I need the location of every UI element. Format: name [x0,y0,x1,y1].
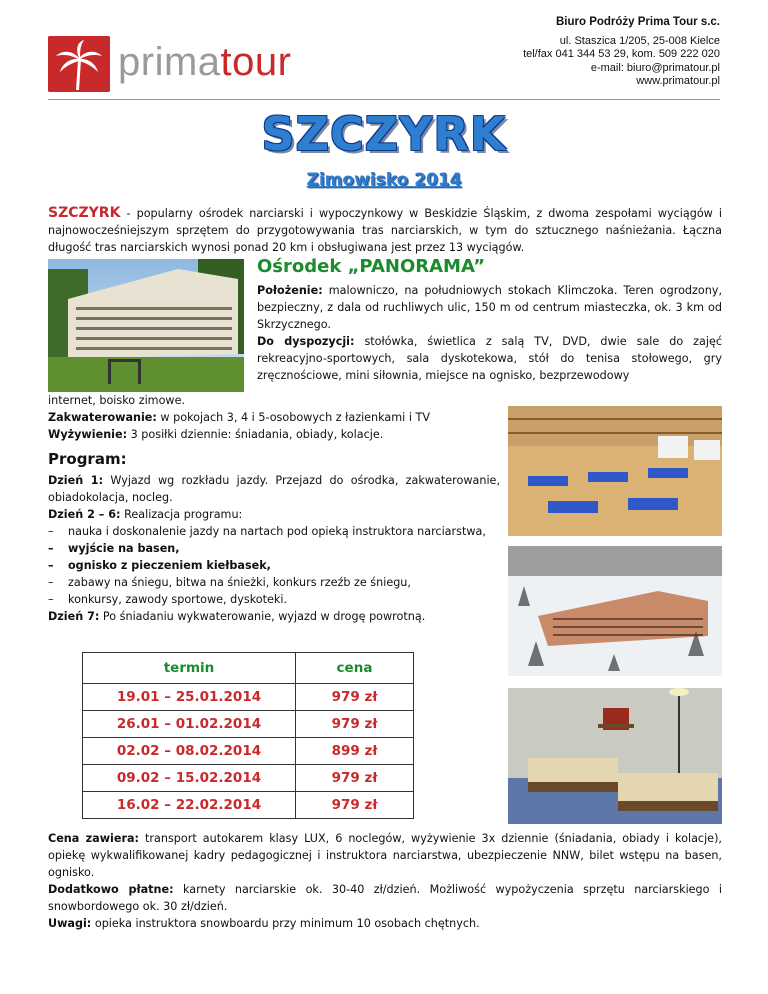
day7-text: Po śniadaniu wykwaterowanie, wyjazd w drogę powrotną. [99,610,426,623]
intro-lead: SZCZYRK [48,205,121,221]
program-bullet: – ognisko z pieczeniem kiełbasek, [48,557,500,574]
wyzywienie-label: Wyżywienie: [48,428,128,441]
day1-text: Wyjazd wg rozkładu jazdy. Przejazd do ośrodka, zakwaterowanie, obiadokolacja, nocleg. [48,474,500,504]
term-cell: 02.02 – 08.02.2014 [83,738,296,765]
company-name: Biuro Podróży Prima Tour s.c. [555,16,720,28]
palm-logo-icon [48,36,110,92]
day2-label: Dzień 2 – 6: [48,508,121,521]
phone-line: tel/fax 041 344 53 29, kom. 509 222 020 [523,48,720,60]
address-line: ul. Staszica 1/205, 25-008 Kielce [559,34,720,47]
table-row [83,792,414,819]
price-table [82,652,414,819]
day2-text: Realizacja programu: [120,508,243,521]
cena-zawiera-line [48,830,722,881]
program-bullet: – nauka i doskonalenie jazdy na nartach pod opieką instruktora narciarstwa, [48,523,500,540]
intro-text: - popularny ośrodek narciarski i wypoczynkowy w Beskidzie Śląskim, z dwoma zespołami wyciągów i najnowocześniejszym sprzętem do przygotowywania tras narciarskich, w tym do sztucznego naśnieżania. Łączna długość tras narciarskich wynosi ponad 20 km i obsługiwana jest przez 13 wyciągów. [48,207,722,254]
term-cell: 09.02 – 15.02.2014 [83,765,296,792]
logo-text-tour: tour [220,40,292,84]
polozenie-label: Położenie: [257,284,323,297]
day2-line [48,506,500,523]
dyspozycja-text: stołówka, świetlica z salą TV, DVD, dwie sale do zajęć rekreacyjno-sportowych, sala dyskotekowa, stół do tenisa stołowego, gry zręcznościowe, mini siłownia, miejsce na ognisko, bezprzewodowy [257,335,723,382]
day1-line [48,472,500,506]
dodatkowo-line [48,881,722,915]
cena-zawiera-label: Cena zawiera: [48,832,140,845]
footer-info [48,830,722,932]
price-cell: 899 zł [296,738,414,765]
page-subtitle: Zimowisko 2014 [306,170,462,190]
table-row [83,684,414,711]
page-title: SZCZYRK [261,107,507,161]
zakwaterowanie-text: w pokojach 3, 4 i 5-osobowych z łazienkami i TV [156,411,431,424]
intro-paragraph [48,205,722,256]
dodatkowo-text: karnety narciarskie ok. 30-40 zł/dzień. Możliwość wypożyczenia sprzętu narciarskiego i snowbordowego ok. 30 zł/dzień. [48,883,723,913]
term-cell: 26.01 – 01.02.2014 [83,711,296,738]
table-row [83,738,414,765]
building-photo [48,259,244,392]
term-cell: 19.01 – 25.01.2014 [83,684,296,711]
header-divider [48,99,720,100]
price-cell: 979 zł [296,684,414,711]
uwagi-text: opieka instruktora snowboardu przy minimum 10 osobach chętnych. [91,917,480,930]
company-logo-text [118,40,291,85]
email-line: e-mail: biuro@primatour.pl [590,61,720,74]
bedroom-photo [508,688,722,824]
day1-label: Dzień 1: [48,474,104,487]
price-cell: 979 zł [296,765,414,792]
program-bullet: – zabawy na śniegu, bitwa na śnieżki, konkurs rzeźb ze śniegu, [48,574,500,591]
company-contact-block [523,16,720,89]
polozenie-text: malowniczo, na południowych stokach Klimczoka. Teren ogrodzony, bezpieczny, z dala od ruchliwych ulic, 150 m od centrum miasteczka, ok. 3 km od Skrzycznego. [257,284,722,331]
program-bullet: – wyjście na basen, [48,540,500,557]
table-header-row [83,653,414,684]
program-body [48,472,500,625]
dining-room-photo [508,406,722,536]
zakwaterowanie-label: Zakwaterowanie: [48,411,157,424]
day7-label: Dzień 7: [48,610,100,623]
table-row [83,711,414,738]
table-row [83,765,414,792]
winter-building-photo [508,546,722,676]
website-line: www.primatour.pl [636,75,720,87]
uwagi-label: Uwagi: [48,917,92,930]
program-bullet: – konkursy, zawody sportowe, dyskoteki. [48,591,500,608]
osrodek-description [257,282,722,384]
osrodek-heading: Ośrodek „PANORAMA” [257,256,486,277]
logo-text-prima: prima [118,40,221,84]
wyzywienie-text: 3 posiłki dziennie: śniadania, obiady, kolacje. [127,428,384,441]
price-cell: 979 zł [296,711,414,738]
cena-zawiera-text: transport autokarem klasy LUX, 6 noclegów, wyżywienie 3x dziennie (śniadania, obiady i kolacje), opiekę wykwalifikowanej kadry pedagogicznej i instruktora narciarstwa, ubezpieczenie NNW, bilet wstępu na basen, ognisko. [48,832,722,879]
dodatkowo-label: Dodatkowo płatne: [48,883,174,896]
uwagi-line [48,915,722,932]
price-cell: 979 zł [296,792,414,819]
header-price: cena [296,653,414,684]
dyspozycja-continued: internet, boisko zimowe. [48,394,186,407]
program-heading: Program: [48,450,127,468]
day7-line [48,608,500,625]
dyspozycja-label: Do dyspozycji: [257,335,355,348]
header-term: termin [83,653,296,684]
term-cell: 16.02 – 22.02.2014 [83,792,296,819]
